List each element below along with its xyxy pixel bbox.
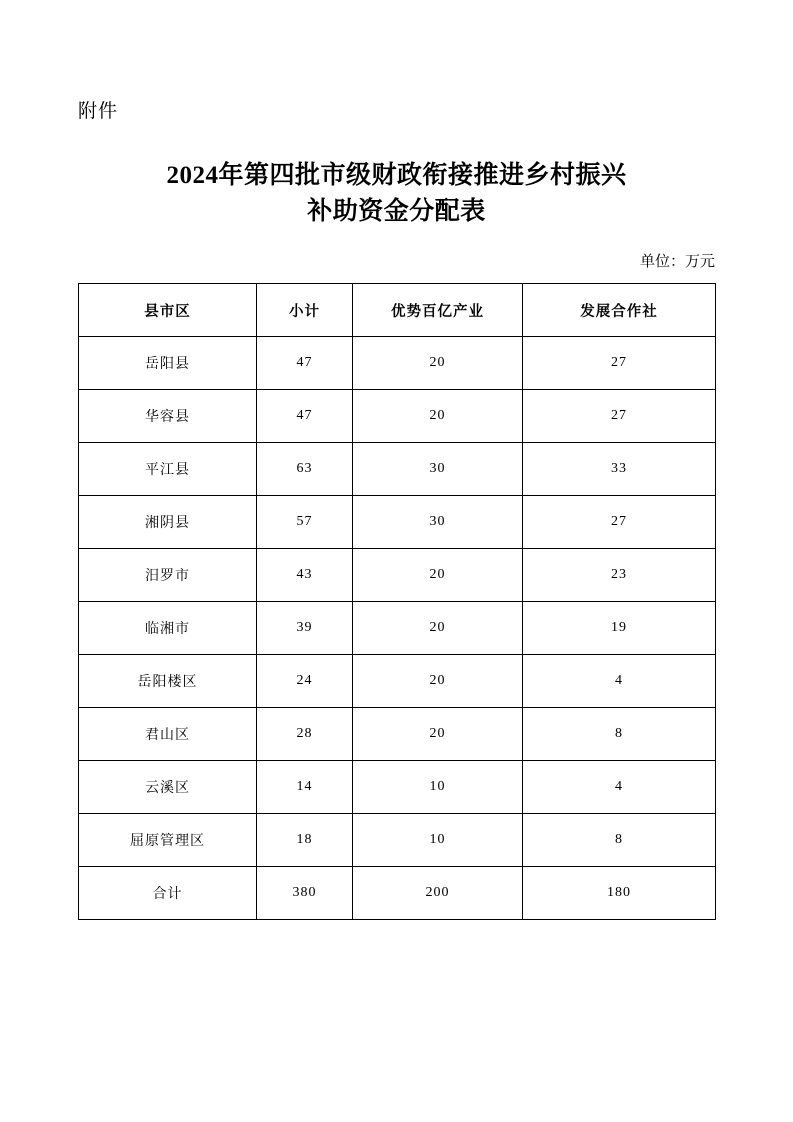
cell-subtotal: 18 [257,814,353,867]
page-title [0,158,793,230]
cell-industry: 20 [353,549,523,602]
cell-subtotal: 39 [257,602,353,655]
cell-region: 平江县 [79,443,257,496]
table-header-row [79,284,716,337]
table-row [79,549,716,602]
cell-industry: 20 [353,708,523,761]
cell-region: 合计 [79,867,257,920]
cell-region: 临湘市 [79,602,257,655]
table-row [79,496,716,549]
cell-cooperative: 27 [523,337,716,390]
cell-industry: 10 [353,761,523,814]
cell-subtotal: 380 [257,867,353,920]
cell-subtotal: 57 [257,496,353,549]
cell-industry: 200 [353,867,523,920]
table-row [79,337,716,390]
cell-cooperative: 19 [523,602,716,655]
cell-subtotal: 14 [257,761,353,814]
cell-subtotal: 63 [257,443,353,496]
column-header-cooperative: 发展合作社 [523,284,716,337]
table-row [79,655,716,708]
cell-cooperative: 4 [523,655,716,708]
cell-region: 湘阴县 [79,496,257,549]
cell-industry: 20 [353,337,523,390]
cell-region: 屈原管理区 [79,814,257,867]
table-row [79,443,716,496]
cell-subtotal: 24 [257,655,353,708]
column-header-subtotal: 小计 [257,284,353,337]
cell-region: 君山区 [79,708,257,761]
table-row [79,814,716,867]
attachment-label: 附件 [78,101,119,122]
allocation-table [78,283,716,920]
cell-cooperative: 8 [523,814,716,867]
table-row [79,761,716,814]
table-row [79,602,716,655]
cell-industry: 10 [353,814,523,867]
cell-industry: 20 [353,655,523,708]
cell-cooperative: 8 [523,708,716,761]
unit-note: 单位：万元 [639,254,715,270]
table-row [79,708,716,761]
cell-region: 华容县 [79,390,257,443]
cell-industry: 30 [353,443,523,496]
cell-subtotal: 28 [257,708,353,761]
cell-cooperative: 27 [523,390,716,443]
cell-region: 汨罗市 [79,549,257,602]
column-header-region: 县市区 [79,284,257,337]
cell-cooperative: 23 [523,549,716,602]
table-total-row [79,867,716,920]
page-title-line-1: 2024年第四批市级财政衔接推进乡村振兴 [166,162,627,189]
cell-region: 岳阳县 [79,337,257,390]
column-header-industry: 优势百亿产业 [353,284,523,337]
table-row [79,390,716,443]
cell-industry: 20 [353,602,523,655]
cell-cooperative: 180 [523,867,716,920]
cell-industry: 30 [353,496,523,549]
cell-region: 岳阳楼区 [79,655,257,708]
cell-subtotal: 43 [257,549,353,602]
cell-cooperative: 4 [523,761,716,814]
cell-cooperative: 27 [523,496,716,549]
cell-subtotal: 47 [257,337,353,390]
cell-subtotal: 47 [257,390,353,443]
cell-cooperative: 33 [523,443,716,496]
cell-industry: 20 [353,390,523,443]
page-title-line-2: 补助资金分配表 [307,198,486,225]
cell-region: 云溪区 [79,761,257,814]
